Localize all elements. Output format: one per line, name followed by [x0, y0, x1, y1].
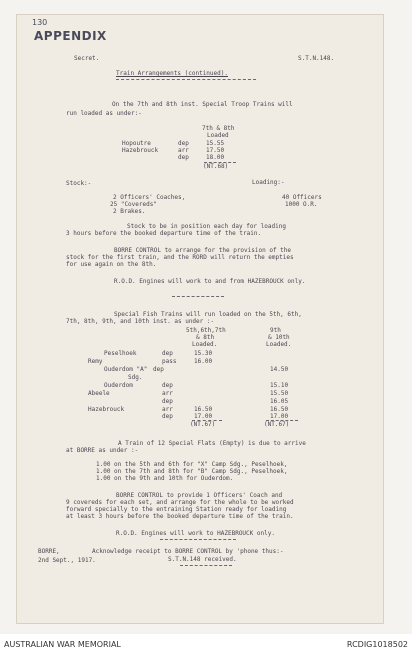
s1-row1-station: Hazebrouck [122, 147, 159, 154]
s2-row4-mode: dep [162, 382, 173, 389]
s1-control-line2: stock for the first train, and the RORD will return the empties [66, 254, 294, 261]
s2-row7-station: Hazebrouck [88, 406, 125, 413]
place: BORRE, [38, 548, 60, 555]
s2-engines: R.O.D. Engines will work to HAZEBROUCK only. [116, 530, 275, 537]
s1-control-line3: for use again on the 8th. [66, 261, 157, 268]
s2-row8-a: 17.00 [194, 413, 213, 420]
s2-row4-b: 15.10 [270, 382, 289, 389]
s2-row5-mode: arr [162, 390, 173, 397]
s1-col-head1: 7th & 8th [202, 125, 235, 132]
s1-row2-mode: dep [178, 154, 189, 161]
s2-ref-a: (NT.67) [190, 421, 216, 428]
s1-row0-time: 15.55 [206, 140, 225, 147]
s2-row2-mode: dep [153, 366, 164, 373]
s2-row0-a: 15.30 [194, 350, 213, 357]
s1-intro-line2: run loaded as under:- [66, 110, 142, 117]
s2-schedule1: 1.00 on the 7th and 8th for "B" Camp Sdg., Peselhoek, [96, 468, 288, 475]
s2-col-a3: Loaded. [192, 341, 218, 348]
s2-control-line1: BORRE CONTROL to provide 1 Officers' Coach and [116, 492, 283, 499]
ack-line2: S.T.N.148 received. [168, 556, 237, 563]
s1-stock0-load: 40 Officers [282, 194, 322, 201]
s2-control-line2: 9 covereds for each set, and arrange for the whole to be worked [66, 499, 294, 506]
s1-row2-time: 18.00 [206, 154, 225, 161]
s1-stock0-item: 2 Officers' Coaches, [113, 194, 186, 201]
s1-intro-line1: On the 7th and 8th inst. Special Troop Trains will [112, 101, 293, 108]
section-divider [172, 296, 224, 297]
s1-stock1-load: 1000 O.R. [285, 201, 318, 208]
credit-identifier: RCDIG1018502 [346, 640, 408, 649]
s2-row2-b: 14.50 [270, 366, 289, 373]
s2-col-b1: 9th [270, 327, 281, 334]
document-title: Train Arrangements (continued). [116, 70, 228, 77]
s2-row6-b: 16.05 [270, 398, 289, 405]
s2-end-rule [160, 539, 236, 540]
s2-row6-mode: dep [162, 398, 173, 405]
s2-row0-station: Peselhoek [104, 350, 137, 357]
s2-row5-station: Abeele [88, 390, 110, 397]
s2-row1-mode: pass [162, 358, 177, 365]
s2-col-a1: 5th,6th,7th [186, 327, 226, 334]
s2-schedule0: 1.00 on the 5th and 6th for "X" Camp Sdg., Peselhoek, [96, 461, 288, 468]
s2-flats-line2: at BORRE as under :- [66, 447, 139, 454]
s2-row8-b: 17.00 [270, 413, 289, 420]
s1-ref: (NT.68) [203, 163, 229, 170]
reference-number: S.T.N.148. [298, 55, 335, 62]
s2-row4-station: Ouderdom [104, 382, 133, 389]
s2-ref-b: (NT.67) [264, 421, 290, 428]
s1-position-line1: Stock to be in position each day for loading [127, 223, 286, 230]
s2-col-b3: Loaded. [266, 341, 292, 348]
s2-row0-mode: dep [162, 350, 173, 357]
s2-row3-station: Sdg. [128, 374, 143, 381]
s2-control-line3: forward specially to the entraining Station ready for loading [66, 506, 287, 513]
s2-row1-station: Remy [88, 358, 103, 365]
s2-control-line4: at least 3 hours before the booked departure time of the train. [66, 513, 294, 520]
s2-col-b2: & 10th [268, 334, 290, 341]
ack-rule [180, 565, 232, 566]
archive-footer [0, 634, 412, 654]
s2-row2-station: Ouderdom "A" [104, 366, 148, 373]
s1-row1-mode: arr [178, 147, 189, 154]
handwritten-number: 130 [32, 18, 48, 27]
credit-institution: AUSTRALIAN WAR MEMORIAL [4, 640, 121, 649]
title-rule [116, 79, 256, 80]
s2-schedule2: 1.00 on the 9th and 10th for Ouderdom. [96, 475, 234, 482]
date: 2nd Sept., 1917. [38, 557, 96, 564]
ack-line1: Acknowledge receipt to BORRE CONTROL by 'phone thus:- [92, 548, 284, 555]
s1-control-line1: BORRE CONTROL to arrange for the provision of the [114, 247, 292, 254]
s2-row8-mode: dep [162, 413, 173, 420]
s1-col-head2: Loaded [207, 132, 229, 139]
s1-position-line2: 3 hours before the booked departure time of the train. [66, 230, 262, 237]
s2-row5-b: 15.50 [270, 390, 289, 397]
s2-row1-a: 16.00 [194, 358, 213, 365]
s2-col-a2: & 8th [196, 334, 215, 341]
s2-row7-a: 16.50 [194, 406, 213, 413]
s2-row7-b: 16.50 [270, 406, 289, 413]
s1-stock1-item: 25 "Covereds" [110, 201, 157, 208]
s1-row0-mode: dep [178, 140, 189, 147]
s1-loading-label: Loading:- [252, 179, 285, 186]
handwritten-title: APPENDIX [34, 29, 107, 43]
s2-flats-line1: A Train of 12 Special Flats (Empty) is due to arrive [118, 440, 306, 447]
s1-stock-label: Stock:- [66, 180, 92, 187]
s2-row7-mode: arr [162, 406, 173, 413]
s2-intro-line1: Special Fish Trains will run loaded on the 5th, 6th, [114, 311, 302, 318]
s2-intro-line2: 7th, 8th, 9th, and 10th inst. as under :- [66, 318, 215, 325]
s1-engines: R.O.D. Engines will work to and from HAZEBROUCK only. [114, 278, 306, 285]
s1-row0-station: Hopoutre [122, 140, 151, 147]
classification: Secret. [74, 55, 100, 62]
s1-row1-time: 17.50 [206, 147, 225, 154]
s1-stock2-item: 2 Brakes. [113, 208, 146, 215]
